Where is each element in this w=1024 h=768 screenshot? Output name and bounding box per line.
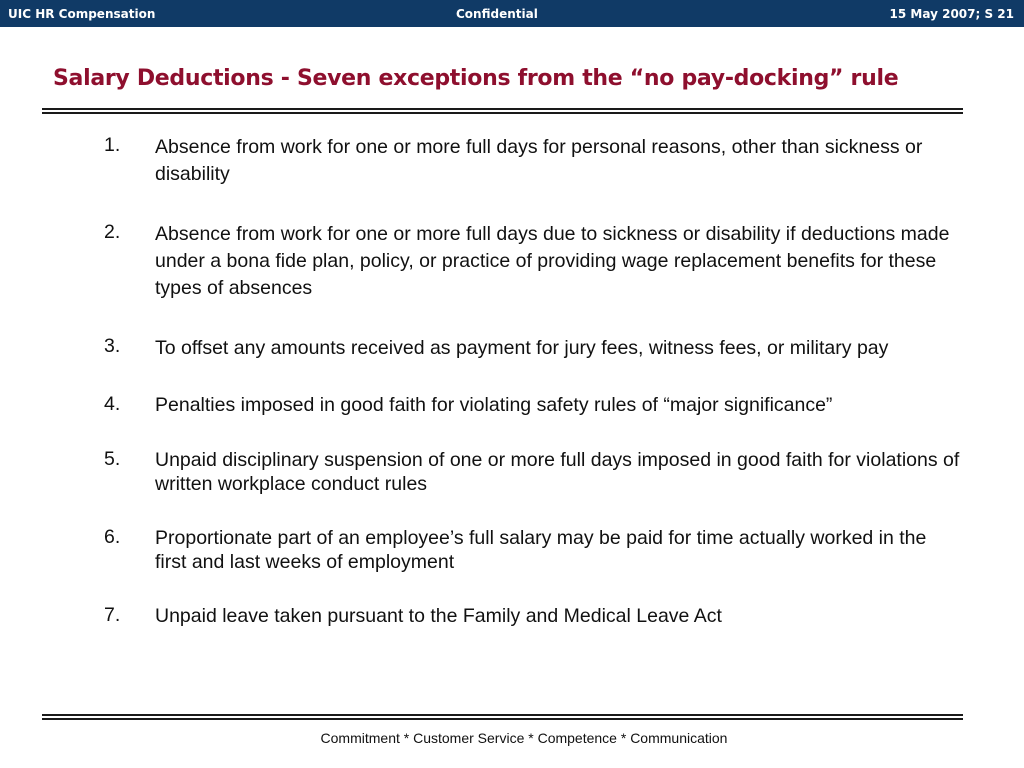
footer-divider-top	[42, 714, 963, 716]
item-text: Proportionate part of an employee’s full salary may be paid for time actually worked in the first and last weeks of employment	[155, 527, 927, 573]
item-text: Absence from work for one or more full days for personal reasons, other than sickness or disability	[155, 136, 923, 185]
item-number: 6.	[104, 526, 121, 548]
item-text: Penalties imposed in good faith for violating safety rules of “major significance”	[155, 394, 833, 416]
header-classification: Confidential	[456, 7, 538, 21]
list-item	[100, 448, 960, 496]
item-number: 2.	[104, 221, 121, 243]
item-text: Absence from work for one or more full days due to sickness or disability if deductions made under a bona fide plan, policy, or practice of providing wage replacement benefits for these types of absences	[155, 223, 950, 299]
list-item	[100, 134, 960, 188]
footer-divider-bottom	[42, 718, 963, 720]
header-org: UIC HR Compensation	[8, 7, 156, 21]
footer-motto: Commitment * Customer Service * Competence * Communication	[320, 730, 728, 746]
header-bar	[0, 0, 1024, 27]
title-divider-top	[42, 108, 963, 110]
item-number: 3.	[104, 335, 121, 357]
list-item	[100, 526, 960, 574]
item-number: 7.	[104, 604, 121, 626]
header-date-slide: 15 May 2007; S 21	[889, 7, 1014, 21]
list-item	[100, 393, 960, 417]
slide-title: Salary Deductions - Seven exceptions from the “no pay-docking” rule	[53, 66, 899, 91]
list-item	[100, 335, 960, 362]
list-item	[100, 221, 960, 302]
item-number: 4.	[104, 393, 121, 415]
title-divider-bottom	[42, 112, 963, 114]
item-number: 1.	[104, 134, 121, 156]
item-text: To offset any amounts received as payment for jury fees, witness fees, or military pay	[155, 337, 889, 359]
item-text: Unpaid disciplinary suspension of one or more full days imposed in good faith for violations of written workplace conduct rules	[155, 449, 960, 495]
item-text: Unpaid leave taken pursuant to the Family and Medical Leave Act	[155, 605, 722, 627]
item-number: 5.	[104, 448, 121, 470]
list-item	[100, 604, 960, 628]
exceptions-list	[100, 134, 960, 628]
